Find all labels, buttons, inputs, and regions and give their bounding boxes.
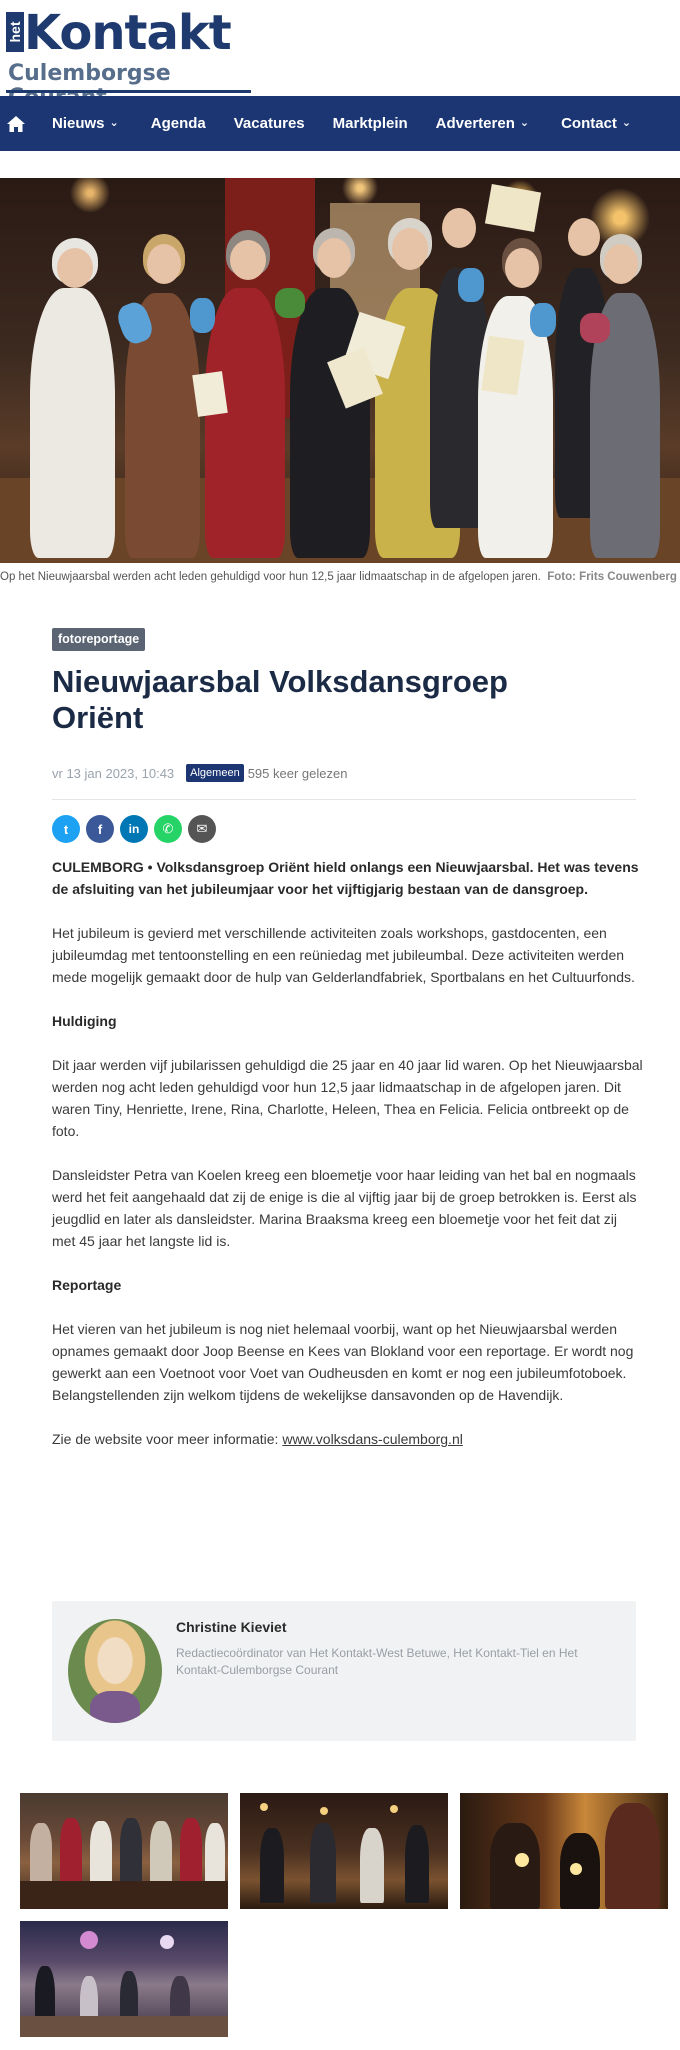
chevron-down-icon: ⌄ bbox=[621, 117, 632, 129]
certificate bbox=[481, 336, 524, 395]
caption-text: Op het Nieuwjaarsbal werden acht leden gehuldigd voor hun 12,5 jaar lidmaatschap in de afgelopen jaren. bbox=[0, 571, 541, 583]
figure bbox=[360, 1828, 384, 1903]
light bbox=[320, 1807, 328, 1815]
nav-item-label: Nieuws bbox=[52, 115, 105, 132]
article-paragraph: Het vieren van het jubileum is nog niet helemaal voorbij, want op het Nieuwjaarsbal werden opnames gemaakt door Joop Beense en Kees van Blokland voor een reportage. Er wordt nog gewerkt aan een Voetnoot voor Voet van Oudheusden en komt er nog een jubileumfotoboek. Belangstellenden zijn welkom tijdens de wekelijkse dansavonden op de Havendijk. bbox=[52, 1321, 634, 1403]
person-head bbox=[568, 218, 600, 256]
share-bar bbox=[52, 815, 222, 843]
nav-item-label: Contact bbox=[561, 115, 617, 132]
candle-light bbox=[570, 1863, 582, 1875]
light bbox=[80, 1931, 98, 1949]
flower-bouquet bbox=[275, 288, 305, 318]
flower-bouquet bbox=[580, 313, 610, 343]
light bbox=[260, 1803, 268, 1811]
chevron-down-icon: ⌄ bbox=[109, 117, 119, 129]
nav-item-nieuws[interactable] bbox=[52, 96, 119, 151]
site-logo[interactable] bbox=[4, 6, 264, 90]
nav-item-vacatures[interactable] bbox=[234, 96, 305, 151]
whatsapp-icon[interactable]: ✆ bbox=[154, 815, 182, 843]
figure bbox=[310, 1823, 336, 1903]
person-head bbox=[505, 248, 539, 288]
avatar[interactable] bbox=[68, 1619, 162, 1723]
figure bbox=[260, 1828, 284, 1903]
person-head bbox=[57, 248, 93, 288]
article-title: Nieuwjaarsbal Volksdansgroep Oriënt bbox=[52, 664, 508, 735]
author-box bbox=[52, 1601, 636, 1741]
category-tag[interactable]: fotoreportage bbox=[52, 628, 145, 651]
category-badge[interactable]: Algemeen bbox=[186, 764, 244, 782]
email-icon[interactable]: ✉ bbox=[188, 815, 216, 843]
person-head bbox=[604, 244, 638, 284]
article-paragraph: Het jubileum is gevierd met verschillende activiteiten zoals workshops, gastdocenten, een jubileumdag met tentoonstelling en een reüniedag met jubileumbal. Deze activiteiten werden mede mogelijk gemaakt door de hulp van Gelderlandfabriek, Sportbalans en het Cultuurfonds. bbox=[52, 925, 635, 985]
logo-underline bbox=[6, 90, 251, 93]
floor bbox=[20, 1881, 228, 1909]
nav-item-label: Adverteren bbox=[435, 115, 515, 132]
figure bbox=[60, 1818, 82, 1883]
nav-item-contact[interactable] bbox=[561, 96, 631, 151]
person-figure bbox=[30, 288, 115, 558]
nav-item-label: Agenda bbox=[150, 115, 206, 132]
gallery-thumbnail[interactable] bbox=[20, 1793, 228, 1909]
candle-light bbox=[515, 1853, 529, 1867]
article-date: vr 13 jan 2023, 10:43 bbox=[52, 765, 175, 781]
author-name[interactable]: Christine Kieviet bbox=[176, 1619, 287, 1635]
photo-credit: Foto: Frits Couwenberg bbox=[547, 571, 677, 583]
figure bbox=[180, 1818, 202, 1883]
floor bbox=[20, 2016, 228, 2037]
divider bbox=[52, 799, 636, 800]
read-count: 595 keer gelezen bbox=[247, 765, 348, 781]
linkedin-icon[interactable]: in bbox=[120, 815, 148, 843]
person-head bbox=[442, 208, 476, 248]
author-bio: Redactiecoördinator van Het Kontakt-West Betuwe, Het Kontakt-Tiel en Het Kontakt-Culemborgse Courant bbox=[176, 1646, 578, 1677]
figure bbox=[90, 1821, 112, 1883]
figure bbox=[120, 1818, 142, 1883]
section-heading: Reportage bbox=[52, 1277, 122, 1293]
facebook-icon[interactable]: f bbox=[86, 815, 114, 843]
gallery-thumbnail[interactable] bbox=[240, 1793, 448, 1909]
logo-name: Kontakt bbox=[24, 5, 231, 61]
flower-bouquet bbox=[458, 268, 484, 302]
figure bbox=[490, 1823, 540, 1909]
person-head bbox=[230, 240, 266, 280]
figure bbox=[205, 1823, 225, 1883]
home-icon[interactable] bbox=[4, 96, 52, 151]
figure bbox=[405, 1825, 429, 1903]
hero-photo[interactable] bbox=[0, 178, 680, 563]
nav-item-agenda[interactable] bbox=[151, 96, 206, 151]
article-paragraph: Dit jaar werden vijf jubilarissen gehuldigd die 25 jaar en 40 jaar lid waren. Op het Nieuwjaarsbal werden nog acht leden gehuldigd voor hun 12,5 jaar lidmaatschap in de afgelopen jaren. Dit waren Tiny, Henriette, Irene, Rina, Charlotte, Heleen, Thea en Felicia. Felicia ontbreekt op de foto. bbox=[52, 1057, 643, 1139]
figure bbox=[30, 1823, 52, 1883]
website-prefix: Zie de website voor meer informatie: bbox=[52, 1431, 283, 1447]
nav-item-label: Vacatures bbox=[233, 115, 305, 132]
certificate bbox=[192, 371, 228, 417]
chevron-down-icon: ⌄ bbox=[519, 117, 530, 129]
light bbox=[390, 1805, 398, 1813]
person-head bbox=[392, 228, 428, 270]
article-meta bbox=[52, 764, 347, 782]
person-head bbox=[147, 244, 181, 284]
article-lead: CULEMBORG • Volksdansgroep Oriënt hield onlangs een Nieuwjaarsbal. Het was tevens de afsluiting van het jubileumjaar voor het vijftigjarig bestaan van de dansgroep. bbox=[52, 859, 639, 897]
light bbox=[160, 1935, 174, 1949]
person-head bbox=[317, 238, 351, 278]
avatar-shirt bbox=[90, 1691, 140, 1723]
article-paragraph: Dansleidster Petra van Koelen kreeg een bloemetje voor haar leiding van het bal en nogmaals werd het feit aangehaald dat zij de enige is die al vijftig jaar bij de groep betrokken is. Eerst als jeugdlid en later als dansleidster. Marina Braaksma kreeg een bloemetje voor het feit dat zij met 45 jaar het langste lid is. bbox=[52, 1167, 637, 1249]
gallery-thumbnail[interactable] bbox=[460, 1793, 668, 1909]
nav-item-label: Marktplein bbox=[332, 115, 408, 132]
article-body bbox=[52, 856, 644, 1472]
flower-bouquet bbox=[190, 298, 215, 333]
hero-caption bbox=[0, 567, 680, 588]
twitter-icon[interactable]: t bbox=[52, 815, 80, 843]
section-heading: Huldiging bbox=[52, 1013, 117, 1029]
nav-item-marktplein[interactable] bbox=[333, 96, 408, 151]
main-nav bbox=[0, 96, 680, 151]
logo-het: het bbox=[6, 12, 24, 52]
nav-item-adverteren[interactable] bbox=[436, 96, 529, 151]
person-figure bbox=[205, 288, 285, 558]
logo-subtitle: Culemborgse bbox=[8, 61, 171, 86]
article-paragraph bbox=[52, 1428, 644, 1450]
website-link[interactable]: www.volksdans-culemborg.nl bbox=[282, 1431, 463, 1447]
home-icon-svg bbox=[6, 114, 26, 134]
figure bbox=[150, 1821, 172, 1883]
figure bbox=[605, 1803, 660, 1909]
gallery-thumbnail[interactable] bbox=[20, 1921, 228, 2037]
flower-bouquet bbox=[530, 303, 556, 337]
certificate bbox=[485, 184, 541, 232]
